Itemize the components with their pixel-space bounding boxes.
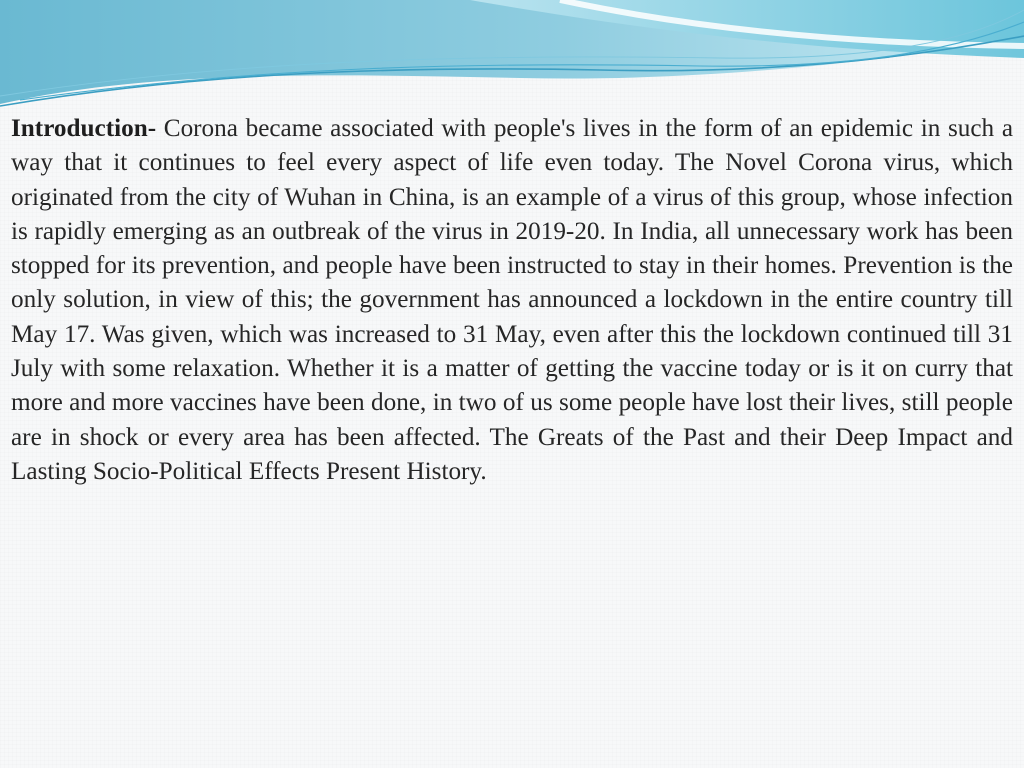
introduction-paragraph <box>11 112 1013 489</box>
introduction-label: Introduction- <box>11 115 157 142</box>
introduction-body-text: Corona became associated with people's lives in the form of an epidemic in such a way that it continues to feel every aspect of life even today. The Novel Corona virus, which originated from the city of Wuhan in China, is an example of a virus of this group, whose infection is rapidly emerging as an outbreak of the virus in 2019-20. In India, all unnecessary work has been stopped for its prevention, and people have been instructed to stay in their homes. Prevention is the only solution, in view of this; the government has announced a lockdown in the entire country till May 17. Was given, which was increased to 31 May, even after this the lockdown continued till 31 July with some relaxation. Whether it is a matter of getting the vaccine today or is it on curry that more and more vaccines have been done, in two of us some people have lost their lives, still people are in shock or every area has been affected. The Greats of the Past and their Deep Impact and Lasting Socio-Political Effects Present History. <box>11 115 1013 485</box>
header-wave-decoration <box>0 0 1024 110</box>
slide-content <box>11 112 1013 489</box>
